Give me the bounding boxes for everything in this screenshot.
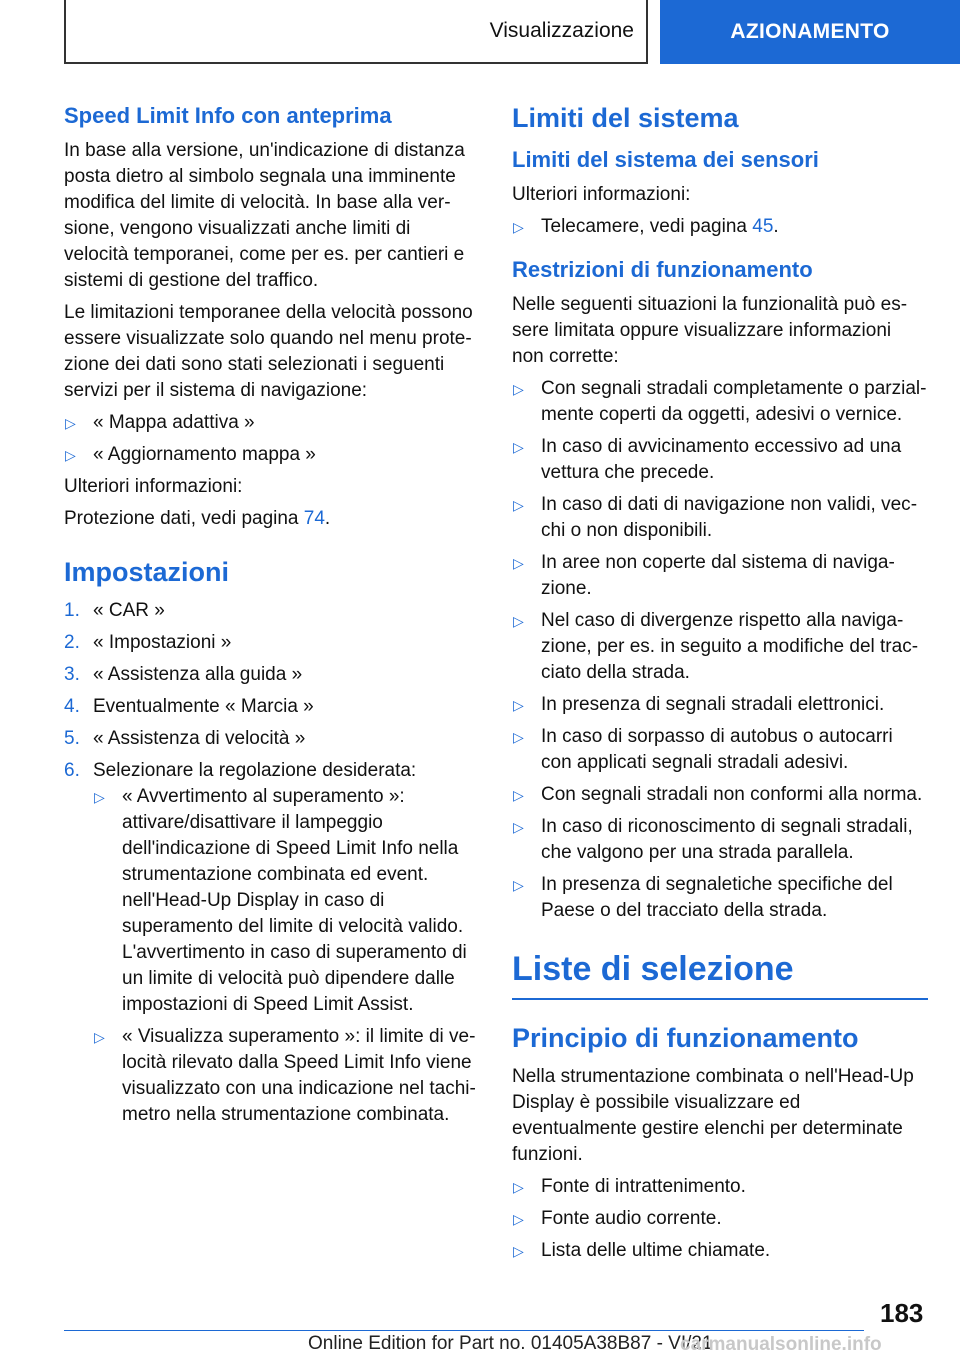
list-item: ▷ « Avvertimento al superamento »: attivare/disattivare il lampeggio dell'indicazione di Speed Limit Info nella strumentazione combinata ed event. nell'Head-Up Display in caso di superamento del limite di velocità valido. L'avvertimento in caso di superamento di un limite di velocità può dipendere dalle impostazioni di Speed Limit Assist.: [94, 786, 467, 1015]
paragraph: Nella strumentazione combinata o nell'Head-Up Display è possibile visualizzare ed eventualmente gestire elenchi per determinate funzioni.: [512, 1066, 914, 1165]
principle-list: [512, 1174, 928, 1264]
header-chapter-tab: AZIONAMENTO: [660, 0, 960, 64]
restrictions-heading: Restrizioni di funzionamento: [512, 257, 813, 282]
triangle-bullet-icon: ▷: [65, 447, 76, 463]
paragraph: Nelle seguenti situazioni la funzionalità può essere limitata oppure visualizzare informazioni non corrette:: [512, 294, 908, 367]
list-item: ▷ In presenza di segnaletiche specifiche del Paese o del tracciato della strada.: [513, 874, 893, 921]
services-list: [64, 410, 480, 468]
list-item: ▷ In presenza di segnali stradali elettronici.: [512, 692, 928, 718]
list-item: ▷ « Visualizza superamento »: il limite di velocità rilevato dalla Speed Limit Info viene visualizzato con una indicazione nel tachimetro nella strumentazione combinata.: [94, 1026, 476, 1125]
speed-limit-heading: Speed Limit Info con anteprima: [64, 103, 392, 128]
step-item: 6. Selezionare la regolazione desiderata: ▷ « Avvertimento al superamento »: attivare/disattivare il lampeggio dell'indicazione di Speed Limit Info nella strumentazione combinata ed event. nell'Head-Up Display in caso di superamento del limite di velocità valido. L'avvertimento in caso di superamento di un limite di velocità può dipendere dalle impostazioni di Speed Limit Assist. ▷ « Visualizza superamento »: il limite di velocità rilevato dalla Speed Limit Info viene visualizzato con una indicazione nel tachimetro nella strumentazione combinata.: [64, 758, 480, 1128]
camera-list: [512, 214, 928, 240]
header-section-title: Visualizzazione: [64, 0, 648, 64]
triangle-bullet-icon: ▷: [513, 697, 524, 713]
left-column: [64, 100, 480, 1134]
paragraph: Le limitazioni temporanee della velocità possono essere visualizzate solo quando nel menu protezione dei dati sono stati selezionati i seguenti servizi per il sistema di navigazione:: [64, 302, 473, 401]
triangle-bullet-icon: ▷: [65, 415, 76, 431]
page-link[interactable]: 45: [752, 216, 774, 237]
triangle-bullet-icon: ▷: [513, 219, 524, 235]
triangle-bullet-icon: ▷: [513, 381, 524, 397]
list-item: ▷ In caso di avvicinamento eccessivo ad una vettura che precede.: [513, 436, 902, 483]
triangle-bullet-icon: ▷: [513, 729, 524, 745]
triangle-bullet-icon: ▷: [513, 1243, 524, 1259]
footer-divider: [64, 1330, 864, 1331]
list-item: ▷ Con segnali stradali completamente o parzialmente coperti da oggetti, adesivi o vernice.: [513, 378, 927, 425]
right-column: [512, 100, 928, 1270]
more-info-label: Ulteriori informazioni:: [64, 476, 243, 497]
triangle-bullet-icon: ▷: [94, 789, 105, 805]
list-item: ▷ In caso di riconoscimento di segnali stradali, che valgono per una strada parallela.: [513, 816, 913, 863]
triangle-bullet-icon: ▷: [513, 819, 524, 835]
selection-lists-heading: Liste di selezione: [512, 946, 928, 1000]
principle-heading: Principio di funzionamento: [512, 1023, 859, 1053]
triangle-bullet-icon: ▷: [94, 1029, 105, 1045]
triangle-bullet-icon: ▷: [513, 555, 524, 571]
triangle-bullet-icon: ▷: [513, 1179, 524, 1195]
list-item: ▷ Nel caso di divergenze rispetto alla navigazione, per es. in seguito a modifiche del tracciato della strada.: [513, 610, 919, 683]
list-item: ▷ Lista delle ultime chiamate.: [512, 1238, 928, 1264]
triangle-bullet-icon: ▷: [513, 613, 524, 629]
step-item: 4. Eventualmente « Marcia »: [64, 696, 314, 717]
settings-heading: Impostazioni: [64, 557, 230, 587]
list-item: ▷ Fonte di intrattenimento.: [512, 1174, 928, 1200]
sub-options-list: [93, 784, 480, 1128]
more-info-label: Ulteriori informazioni:: [512, 184, 691, 205]
edition-note: Online Edition for Part no. 01405A38B87 - VI/21: [308, 1333, 713, 1354]
list-item: ▷ « Mappa adattiva »: [64, 410, 480, 436]
step-item: 2. « Impostazioni »: [64, 632, 232, 653]
page-number: 183: [880, 1298, 924, 1328]
triangle-bullet-icon: ▷: [513, 877, 524, 893]
triangle-bullet-icon: ▷: [513, 439, 524, 455]
restrictions-list: [512, 376, 928, 924]
sensor-limits-heading: Limiti del sistema dei sensori: [512, 147, 819, 172]
system-limits-heading: Limiti del sistema: [512, 103, 739, 133]
list-item: ▷ In caso di dati di navigazione non validi, vecchi o non disponibili.: [513, 494, 918, 541]
list-item: ▷ Con segnali stradali non conformi alla norma.: [512, 782, 928, 808]
list-item: ▷ In aree non coperte dal sistema di navigazione.: [513, 552, 895, 599]
watermark: carmanualsonline.info: [680, 1334, 882, 1355]
protection-reference: Protezione dati, vedi pagina 74.: [64, 508, 331, 529]
list-item: ▷ In caso di sorpasso di autobus o autocarri con applicati segnali stradali adesivi.: [513, 726, 893, 773]
page-link[interactable]: 74: [303, 508, 325, 529]
list-item: ▷ Fonte audio corrente.: [512, 1206, 928, 1232]
step-item: 1. « CAR »: [64, 600, 165, 621]
triangle-bullet-icon: ▷: [513, 497, 524, 513]
triangle-bullet-icon: ▷: [513, 1211, 524, 1227]
list-item: ▷ « Aggiornamento mappa »: [64, 442, 480, 468]
settings-steps: [64, 598, 480, 1128]
paragraph: In base alla versione, un'indicazione di distanza posta dietro al simbolo segnala una imminente modifica del limite di velocità. In base alla versione, vengono visualizzati anche limiti di velocità temporanei, come per es. per cantieri e sistemi di gestione del traffico.: [64, 140, 465, 291]
step-item: 3. « Assistenza alla guida »: [64, 664, 303, 685]
triangle-bullet-icon: ▷: [513, 787, 524, 803]
step-item: 5. « Assistenza di velocità »: [64, 728, 306, 749]
list-item: ▷ Telecamere, vedi pagina 45.: [512, 214, 928, 240]
